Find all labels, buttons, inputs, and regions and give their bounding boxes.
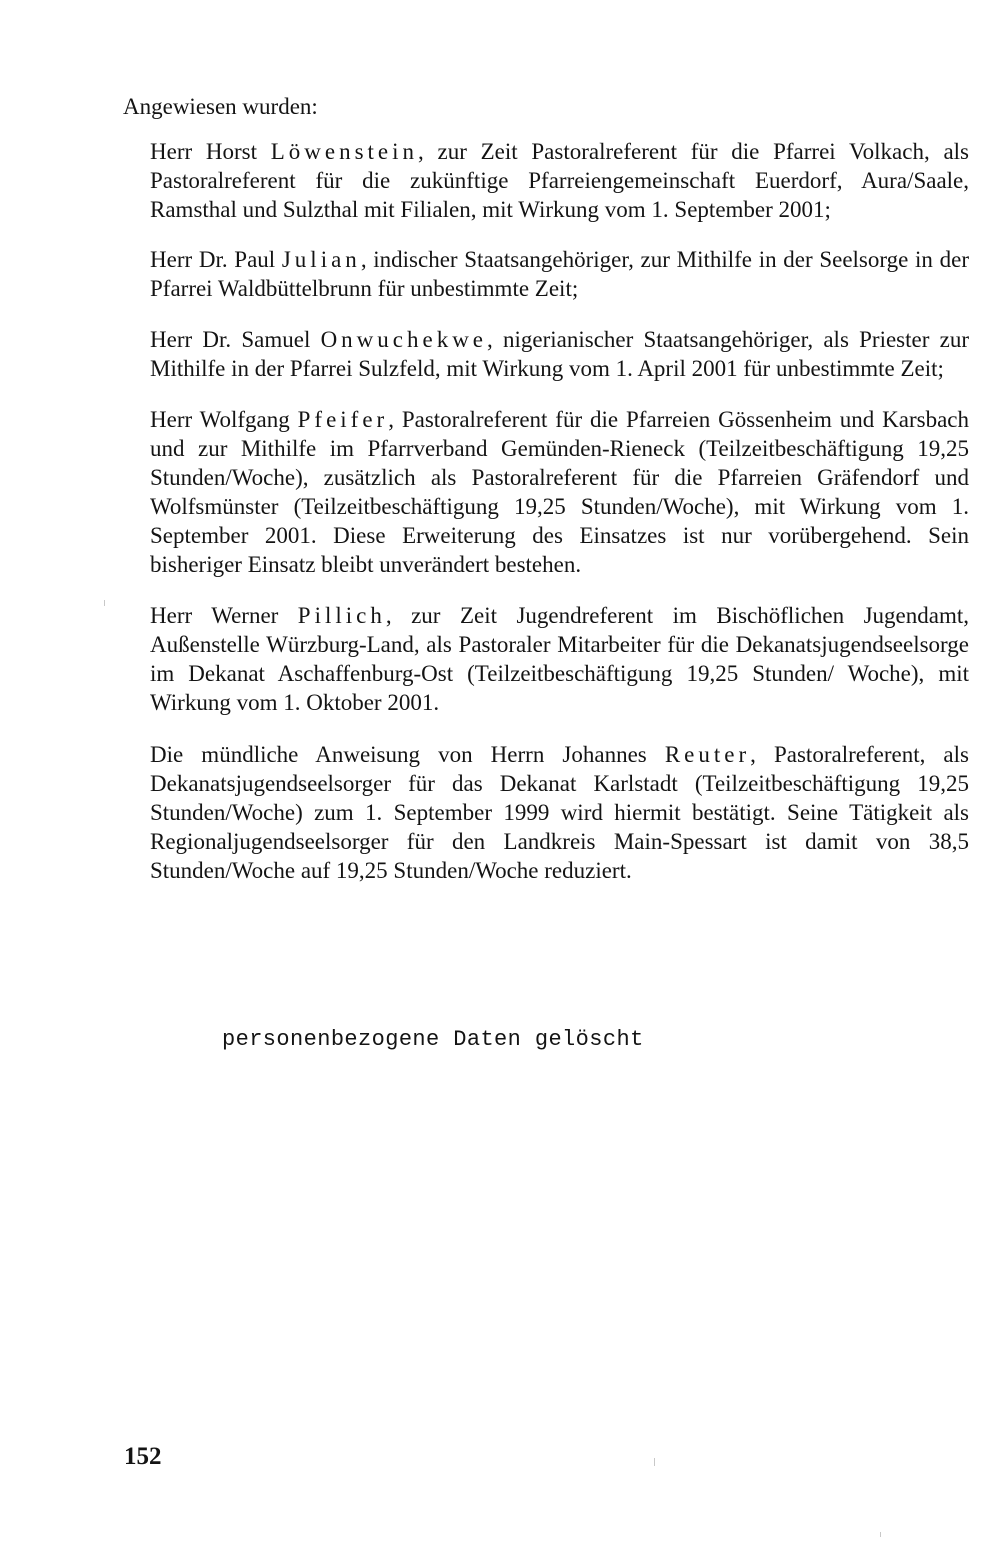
assignment-entry [150, 405, 969, 579]
entry-prefix: Herr Werner [150, 603, 298, 628]
entry-prefix: Herr Dr. Paul [150, 247, 282, 272]
entry-text: , Pastoralreferent, als Dekanatsjugendseelsorger für das Dekanat Karlstadt (Teilzeitbeschäftigung 19,25 Stunden/Woche) zum 1. September 1999 wird hiermit bestätigt. Seine Tätigkeit als Regionaljugendseelsorger für den Landkreis Main-Spessart ist damit von 38,5 Stunden/Woche auf 19,25 Stunden/Woche reduziert. [150, 742, 969, 883]
assignment-entry [150, 325, 969, 383]
entry-surname: Reuter [664, 742, 751, 767]
section-heading: Angewiesen wurden: [123, 94, 318, 119]
scan-artifact [654, 1458, 655, 1466]
entry-text: , nigerianischer Staatsangehöriger, als Priester zur Mithilfe in der Pfarrei Sulzfeld, mit Wirkung vom 1. April 2001 für unbestimmte Zeit; [150, 327, 969, 381]
entry-prefix: Herr Wolfgang [150, 407, 298, 432]
entry-prefix: Herr Horst [150, 139, 271, 164]
entry-prefix: Herr Dr. Samuel [150, 327, 321, 352]
scan-artifact [104, 600, 105, 606]
entry-surname: Pillich [297, 603, 386, 628]
entry-text: , zur Zeit Pastoralreferent für die Pfarrei Volkach, als Pastoralreferent für die zukünftige Pfarreiengemeinschaft Euerdorf, Aura/Saale, Ramsthal und Sulzthal mit Filialen, mit Wirkung vom 1. September 2001; [150, 139, 969, 222]
entry-surname: Julian [281, 247, 361, 272]
redaction-notice: personenbezogene Daten gelöscht [222, 1027, 644, 1052]
entry-text: , indischer Staatsangehöriger, zur Mithilfe in der Seelsorge in der Pfarrei Waldbüttelbrunn für unbestimmte Zeit; [150, 247, 969, 301]
assignment-entry [150, 137, 969, 224]
entry-surname: Löwenstein [270, 139, 419, 164]
assignment-list [150, 137, 969, 902]
scan-artifact [880, 1532, 881, 1537]
entry-surname: Onwuchekwe [320, 327, 488, 352]
assignment-entry [150, 601, 969, 717]
entry-prefix: Die mündliche Anweisung von Herrn Johannes [150, 742, 665, 767]
confirmation-entry [150, 740, 969, 885]
page-number: 152 [124, 1443, 162, 1470]
assignment-entry [150, 245, 969, 303]
entry-text: , zur Zeit Jugendreferent im Bischöflichen Jugendamt, Außenstelle Würzburg-Land, als Pastoraler Mitarbeiter für die Dekanatsjugendseelsorge im Dekanat Aschaffenburg-Ost (Teilzeitbeschäftigung 19,25 Stunden/ Woche), mit Wirkung vom 1. Oktober 2001. [150, 603, 969, 715]
entry-surname: Pfeifer [297, 407, 389, 432]
entry-text: , Pastoralreferent für die Pfarreien Gössenheim und Karsbach und zur Mithilfe im Pfarrverband Gemünden-Rieneck (Teilzeitbeschäftigung 19,25 Stunden/Woche), zusätzlich als Pastoralreferent für die Pfarreien Gräfendorf und Wolfsmünster (Teilzeitbeschäftigung 19,25 Stunden/Woche), mit Wirkung vom 1. September 2001. Diese Erweiterung des Einsatzes ist nur vorübergehend. Sein bisheriger Einsatz bleibt unverändert bestehen. [150, 407, 969, 577]
